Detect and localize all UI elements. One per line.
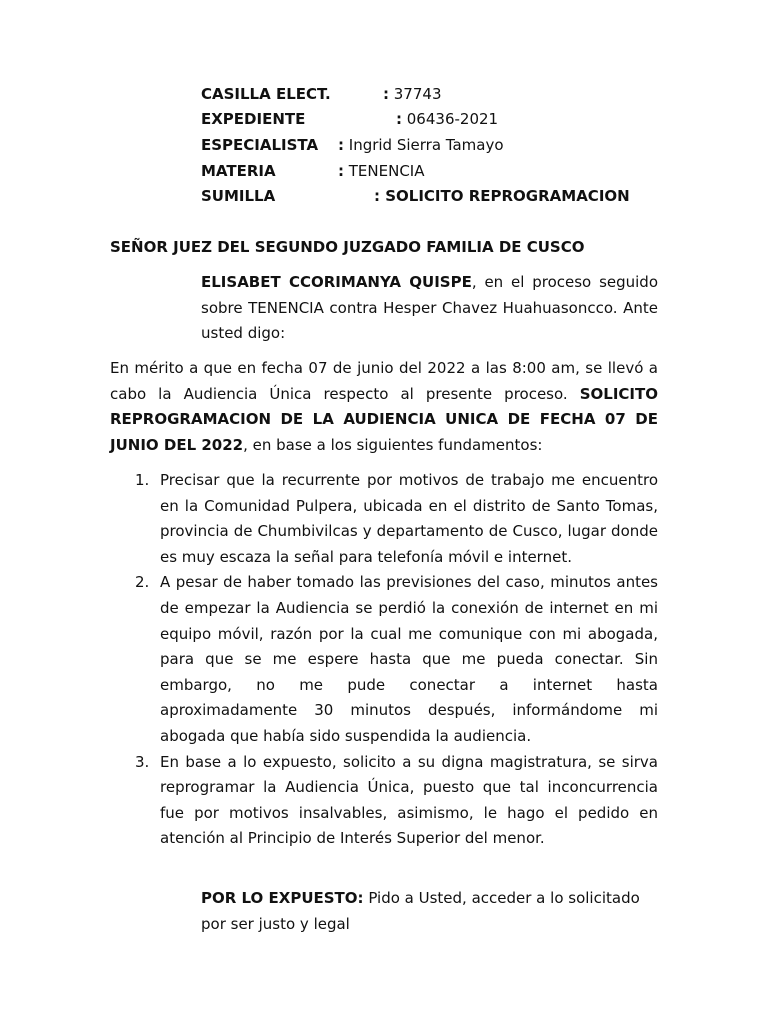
sumilla-sep: : xyxy=(374,187,380,205)
casilla-sep: : xyxy=(383,85,389,103)
especialista-label: ESPECIALISTA xyxy=(201,136,319,154)
intro-text: , en el proceso seguido sobre TENENCIA contra Hesper Chavez Huahuasoncco. Ante usted digo: xyxy=(201,273,659,343)
materia-sep: : xyxy=(338,162,344,180)
list-item-text: A pesar de haber tomado las previsiones del caso, minutos antes de empezar la Audiencia se perdió la conexión de internet en mi equipo móvil, razón por la cual me comunique con mi abogada, para que se me espere hasta que me pueda conectar. Sin embargo, no me pude conectar a internet hasta aproximadamente 30 minutos después, informándome mi abogada que había sido suspendida la audiencia. xyxy=(160,573,658,745)
list-item xyxy=(110,570,658,749)
expediente-value: 06436-2021 xyxy=(402,110,499,128)
para1-text-before: En mérito a que en fecha 07 de junio del 2022 a las 8:00 am, se llevó a cabo la Audiencia Única respecto al presente proceso. xyxy=(110,359,658,403)
grounds-list xyxy=(110,468,658,852)
list-item-text: Precisar que la recurrente por motivos de trabajo me encuentro en la Comunidad Pulpera, ubicada en el distrito de Santo Tomas, provincia de Chumbivilcas y departamento de Cusco, lugar donde es muy escaza la señal para telefonía móvil e internet. xyxy=(160,471,658,566)
list-item-number: 2. xyxy=(135,573,150,592)
especialista-value: Ingrid Sierra Tamayo xyxy=(344,136,504,154)
closing-lead: POR LO EXPUESTO: xyxy=(201,889,364,907)
intro-paragraph xyxy=(201,270,658,347)
list-item xyxy=(110,468,658,570)
closing-text: Pido a Usted, acceder a lo solicitado por ser justo y legal xyxy=(201,889,640,933)
header-materia xyxy=(201,160,425,182)
casilla-value: 37743 xyxy=(389,85,442,103)
closing-paragraph xyxy=(201,886,658,937)
expediente-sep: : xyxy=(396,110,402,128)
header-especialista xyxy=(201,134,504,156)
para1-request: SOLICITO REPROGRAMACION DE LA AUDIENCIA UNICA DE FECHA 07 DE JUNIO DEL 2022 xyxy=(110,384,658,454)
first-paragraph xyxy=(110,356,658,458)
addressee-heading: SEÑOR JUEZ DEL SEGUNDO JUZGADO FAMILIA DE CUSCO xyxy=(110,238,585,256)
para1-text-after: , en base a los siguientes fundamentos: xyxy=(243,435,543,454)
sumilla-label: SUMILLA xyxy=(201,187,276,205)
materia-label: MATERIA xyxy=(201,162,276,180)
list-item-number: 3. xyxy=(135,752,150,771)
list-item xyxy=(110,750,658,852)
petitioner-name: ELISABET CCORIMANYA QUISPE xyxy=(201,273,472,291)
list-item-text: En base a lo expuesto, solicito a su digna magistratura, se sirva reprogramar la Audiencia Única, puesto que tal inconcurrencia fue por motivos insalvables, asimismo, le hago el pedido en atención al Principio de Interés Superior del menor. xyxy=(160,752,658,848)
header-expediente xyxy=(201,108,498,130)
expediente-label: EXPEDIENTE xyxy=(201,110,306,128)
sumilla-value: SOLICITO REPROGRAMACION xyxy=(380,187,630,205)
casilla-label: CASILLA ELECT. xyxy=(201,85,331,103)
list-item-number: 1. xyxy=(135,471,150,489)
header-casilla xyxy=(201,83,442,105)
header-sumilla xyxy=(201,185,630,207)
especialista-sep: : xyxy=(338,136,344,154)
materia-value: TENENCIA xyxy=(344,162,425,180)
